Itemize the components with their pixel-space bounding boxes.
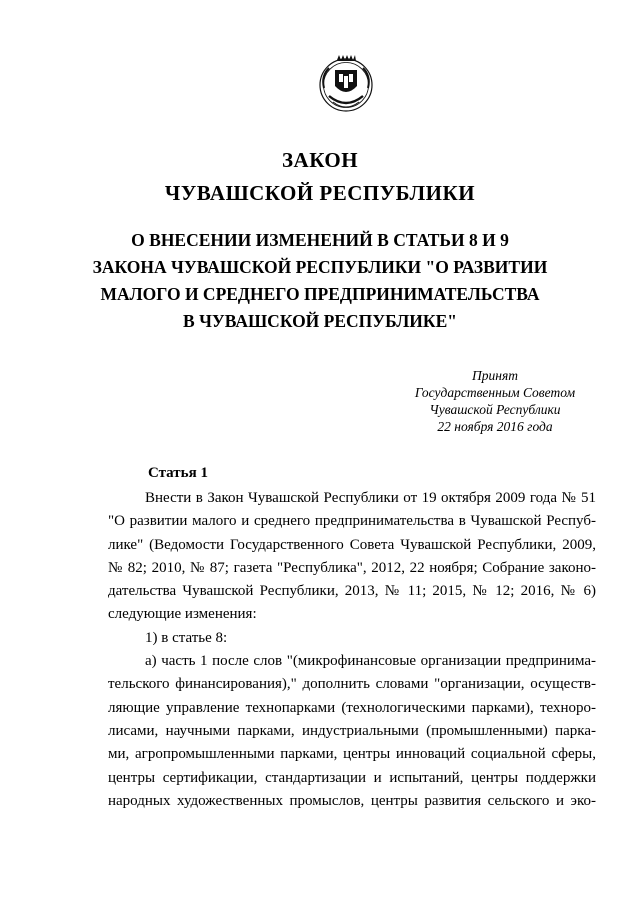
subtitle-line: В ЧУВАШСКОЙ РЕСПУБЛИКЕ" <box>183 311 457 331</box>
text-line: № 82; 2010, № 87; газета "Республика", 2012, 22 ноября; Собрание законо- <box>108 559 596 576</box>
item-1: 1) в статье 8: <box>145 629 228 646</box>
text-line: дательства Чувашской Республики, 2013, № 11; 2015, № 12; 2016, № 6) <box>108 583 596 600</box>
adopted-line: Принят <box>472 368 518 383</box>
text-line: народных художественных промыслов, центры развития сельского и эко- <box>108 792 596 809</box>
text-line: следующие изменения: <box>108 606 257 623</box>
article-heading: Статья 1 <box>148 465 208 481</box>
adopted-line: Чувашской Республики <box>429 402 561 417</box>
text-line: тельского финансирования)," дополнить словами "организации, осуществ- <box>108 676 596 693</box>
coat-of-arms-emblem <box>315 52 377 114</box>
article-paragraph-1 <box>108 487 596 813</box>
text-line: "О развитии малого и среднего предпринимательства в Чувашской Респуб- <box>108 513 596 530</box>
adopted-line: Государственным Советом <box>414 385 576 400</box>
text-line: лисами, научными парками, индустриальными (промышленными) парка- <box>108 722 596 739</box>
adopted-line: 22 ноября 2016 года <box>437 419 553 434</box>
subtitle-line: ЗАКОНА ЧУВАШСКОЙ РЕСПУБЛИКИ "О РАЗВИТИИ <box>92 257 548 277</box>
text-line: центры сертификации, стандартизации и испытаний, центры поддержки <box>108 769 596 786</box>
text-line: ми, агропромышленными парками, центры инноваций социальной сферы, <box>108 746 596 763</box>
republic-title: ЧУВАШСКОЙ РЕСПУБЛИКИ <box>164 181 476 205</box>
text-line: ляющие управление технопарками (технологическими парками), техноpо- <box>108 699 596 716</box>
text-line: а) часть 1 после слов "(микрофинансовые организации предпринима- <box>145 653 596 670</box>
text-line: Внести в Закон Чувашской Республики от 19 октября 2009 года № 51 <box>145 490 596 506</box>
text-line: лике" (Ведомости Государственного Совета Чувашской Республики, 2009, <box>108 536 596 553</box>
subtitle-line: О ВНЕСЕНИИ ИЗМЕНЕНИЙ В СТАТЬИ 8 И 9 <box>131 230 509 250</box>
law-title: ЗАКОН <box>281 148 359 172</box>
subtitle-line: МАЛОГО И СРЕДНЕГО ПРЕДПРИНИМАТЕЛЬСТВА <box>100 284 540 304</box>
